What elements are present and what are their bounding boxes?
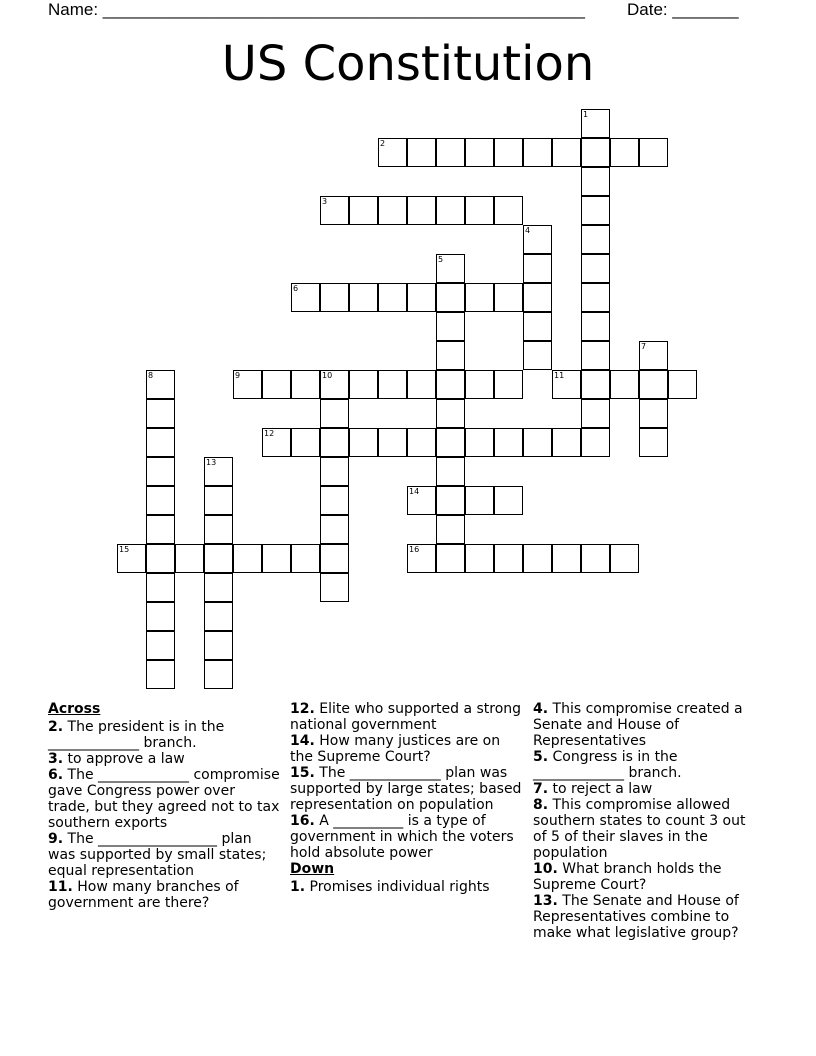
crossword-cell[interactable] — [233, 544, 262, 573]
crossword-cell[interactable] — [436, 515, 465, 544]
crossword-cell[interactable] — [639, 138, 668, 167]
crossword-cell[interactable] — [581, 196, 610, 225]
crossword-cell[interactable] — [494, 283, 523, 312]
clue-number-label: 4 — [525, 226, 531, 235]
crossword-cell[interactable] — [581, 225, 610, 254]
crossword-cell[interactable] — [436, 486, 465, 515]
crossword-cell[interactable] — [523, 254, 552, 283]
crossword-cell[interactable] — [378, 370, 407, 399]
crossword-cell[interactable] — [291, 544, 320, 573]
across-clue: 16. A __________ is a type of government in which the voters hold absolute power — [290, 813, 514, 861]
crossword-cell[interactable] — [581, 167, 610, 196]
crossword-cell[interactable] — [436, 544, 465, 573]
crossword-cell[interactable] — [552, 428, 581, 457]
crossword-cell[interactable] — [407, 138, 436, 167]
crossword-cell[interactable] — [436, 457, 465, 486]
crossword-cell[interactable] — [146, 660, 175, 689]
crossword-cell[interactable] — [436, 196, 465, 225]
down-clue: 13. The Senate and House of Representatives combine to make what legislative group? — [533, 893, 739, 941]
crossword-cell[interactable] — [494, 428, 523, 457]
crossword-cell[interactable] — [146, 602, 175, 631]
crossword-cell[interactable] — [552, 544, 581, 573]
crossword-cell[interactable] — [378, 428, 407, 457]
crossword-cell[interactable] — [610, 370, 639, 399]
crossword-cell[interactable] — [378, 196, 407, 225]
crossword-cell[interactable] — [320, 457, 349, 486]
crossword-cell[interactable] — [523, 428, 552, 457]
crossword-cell[interactable] — [146, 631, 175, 660]
crossword-cell[interactable] — [204, 486, 233, 515]
crossword-cell[interactable] — [668, 370, 697, 399]
crossword-cell[interactable] — [639, 399, 668, 428]
crossword-cell[interactable] — [436, 312, 465, 341]
crossword-cell[interactable] — [204, 515, 233, 544]
crossword-cell[interactable] — [407, 370, 436, 399]
crossword-cell[interactable] — [146, 486, 175, 515]
across-clue: 9. The _________________ plan was supported by small states; equal representation — [48, 831, 267, 879]
crossword-cell[interactable] — [204, 573, 233, 602]
across-clue: 12. Elite who supported a strong national government — [290, 701, 522, 733]
crossword-cell[interactable] — [581, 341, 610, 370]
crossword-cell[interactable] — [291, 428, 320, 457]
across-clue: 14. How many justices are on the Supreme Court? — [290, 733, 501, 765]
crossword-cell[interactable] — [146, 544, 175, 573]
down-clue: 1. Promises individual rights — [290, 879, 490, 895]
crossword-cell[interactable] — [349, 283, 378, 312]
crossword-cell[interactable] — [204, 660, 233, 689]
crossword-cell[interactable] — [465, 283, 494, 312]
across-clue: 15. The _____________ plan was supported by large states; based representation on population — [290, 765, 522, 813]
date-field-label: Date: _______ — [627, 0, 739, 19]
clue-number-label: 11 — [554, 371, 565, 380]
crossword-cell[interactable] — [204, 544, 233, 573]
down-clue: 7. to reject a law — [533, 781, 653, 797]
crossword-cell[interactable] — [436, 428, 465, 457]
crossword-cell[interactable] — [581, 283, 610, 312]
crossword-cell[interactable] — [494, 544, 523, 573]
clue-number-label: 5 — [438, 255, 444, 264]
across-clue: 3. to approve a law — [48, 751, 185, 767]
crossword-cell[interactable] — [581, 544, 610, 573]
crossword-cell[interactable] — [378, 283, 407, 312]
crossword-cell[interactable] — [610, 544, 639, 573]
crossword-cell[interactable] — [349, 370, 378, 399]
crossword-cell[interactable] — [204, 631, 233, 660]
crossword-cell[interactable] — [320, 428, 349, 457]
clue-number-label: 10 — [322, 371, 333, 380]
clue-number-label: 9 — [235, 371, 241, 380]
crossword-cell[interactable] — [581, 370, 610, 399]
crossword-cell[interactable] — [407, 428, 436, 457]
crossword-cell[interactable] — [146, 515, 175, 544]
crossword-cell[interactable] — [204, 602, 233, 631]
crossword-cell[interactable] — [639, 428, 668, 457]
crossword-cell[interactable] — [494, 196, 523, 225]
crossword-cell[interactable] — [465, 428, 494, 457]
name-field-label: Name: ___________________________________________________ — [48, 0, 585, 19]
crossword-cell[interactable] — [436, 341, 465, 370]
down-heading: Down — [290, 861, 335, 877]
crossword-cell[interactable] — [146, 399, 175, 428]
crossword-cell[interactable] — [262, 370, 291, 399]
clue-number-label: 1 — [583, 110, 589, 119]
crossword-cell[interactable] — [407, 283, 436, 312]
crossword-cell[interactable] — [465, 138, 494, 167]
crossword-cell[interactable] — [523, 138, 552, 167]
crossword-cell[interactable] — [465, 486, 494, 515]
clue-number-label: 12 — [264, 429, 275, 438]
crossword-cell[interactable] — [523, 283, 552, 312]
clue-number-label: 13 — [206, 458, 217, 467]
clues-column-1 — [48, 701, 280, 911]
down-clue: 8. This compromise allowed southern states to count 3 out of 5 of their slaves in the population — [533, 797, 746, 861]
crossword-cell[interactable] — [552, 138, 581, 167]
crossword-cell[interactable] — [146, 573, 175, 602]
crossword-cell[interactable] — [320, 544, 349, 573]
crossword-cell[interactable] — [639, 370, 668, 399]
crossword-cell[interactable] — [465, 544, 494, 573]
crossword-cell[interactable] — [320, 486, 349, 515]
crossword-cell[interactable] — [581, 254, 610, 283]
down-clue: 10. What branch holds the Supreme Court? — [533, 861, 722, 893]
clue-number-label: 15 — [119, 545, 130, 554]
clue-number-label: 8 — [148, 371, 154, 380]
across-clue: 11. How many branches of government are there? — [48, 879, 239, 911]
crossword-cell[interactable] — [320, 573, 349, 602]
crossword-cell[interactable] — [465, 370, 494, 399]
crossword-cell[interactable] — [523, 341, 552, 370]
crossword-cell[interactable] — [291, 370, 320, 399]
crossword-cell[interactable] — [465, 196, 494, 225]
crossword-cell[interactable] — [175, 544, 204, 573]
crossword-cell[interactable] — [407, 196, 436, 225]
crossword-cell[interactable] — [349, 196, 378, 225]
crossword-cell[interactable] — [523, 544, 552, 573]
crossword-cell[interactable] — [494, 138, 523, 167]
crossword-cell[interactable] — [610, 138, 639, 167]
clue-number-label: 3 — [322, 197, 328, 206]
clues-column-2 — [290, 701, 526, 895]
crossword-cell[interactable] — [436, 283, 465, 312]
crossword-cell[interactable] — [436, 138, 465, 167]
crossword-cell[interactable] — [146, 428, 175, 457]
crossword-cell[interactable] — [262, 544, 291, 573]
crossword-cell[interactable] — [523, 312, 552, 341]
crossword-cell[interactable] — [494, 370, 523, 399]
across-heading: Across — [48, 701, 101, 717]
crossword-cell[interactable] — [146, 457, 175, 486]
clue-number-label: 2 — [380, 139, 386, 148]
clue-number-label: 16 — [409, 545, 420, 554]
clue-number-label: 7 — [641, 342, 647, 351]
page-title: US Constitution — [221, 36, 595, 92]
crossword-cell[interactable] — [581, 138, 610, 167]
crossword-cell[interactable] — [349, 428, 378, 457]
crossword-cell[interactable] — [581, 312, 610, 341]
clue-number-label: 14 — [409, 487, 420, 496]
clues-column-3 — [533, 701, 763, 941]
down-clue: 5. Congress is in the _____________ branch. — [533, 749, 682, 781]
crossword-cell[interactable] — [494, 486, 523, 515]
down-clue: 4. This compromise created a Senate and House of Representatives — [533, 701, 743, 749]
crossword-cell[interactable] — [436, 370, 465, 399]
crossword-cell[interactable] — [581, 399, 610, 428]
crossword-cell[interactable] — [320, 283, 349, 312]
clue-number-label: 6 — [293, 284, 299, 293]
crossword-cell[interactable] — [320, 399, 349, 428]
across-clue: 6. The _____________ compromise gave Congress power over trade, but they agreed not to tax southern exports — [48, 767, 280, 831]
crossword-cell[interactable] — [581, 428, 610, 457]
crossword-cell[interactable] — [320, 515, 349, 544]
crossword-cell[interactable] — [436, 399, 465, 428]
across-clue: 2. The president is in the _____________ branch. — [48, 719, 225, 751]
